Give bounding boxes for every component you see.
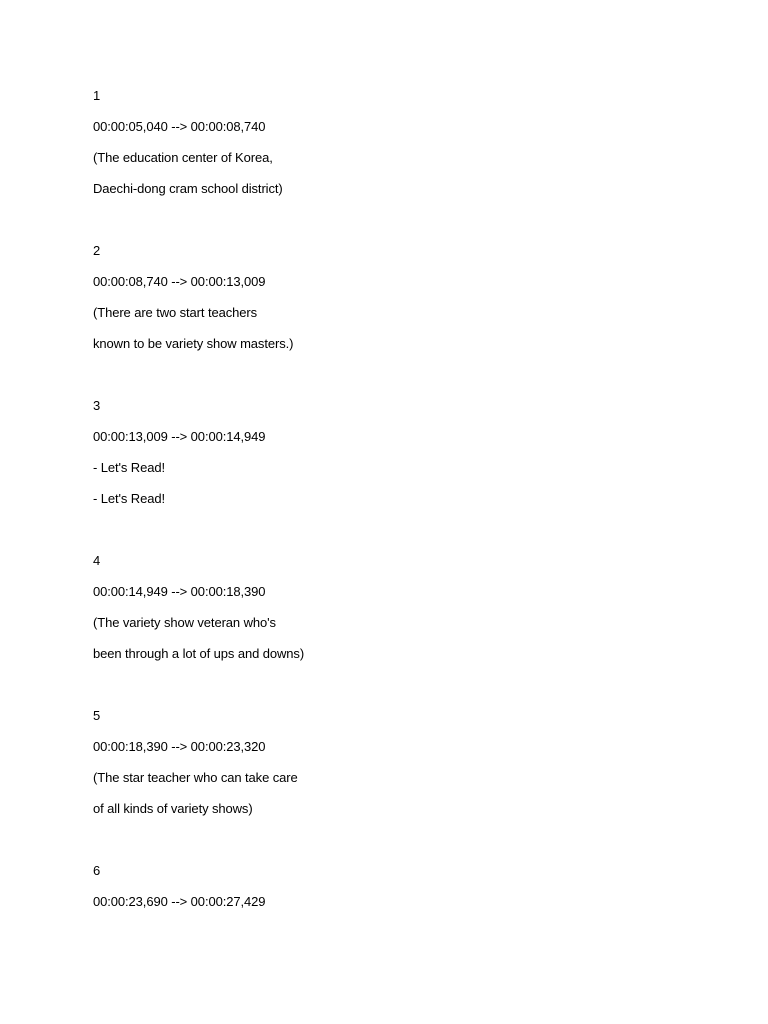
cue-timecode: 00:00:05,040 --> 00:00:08,740	[93, 119, 266, 134]
cue-text-line: - Let's Read!	[93, 491, 165, 506]
cue-text-line: (There are two start teachers	[93, 305, 257, 320]
cue-index: 2	[93, 243, 101, 258]
cue-index: 3	[93, 398, 101, 413]
cue-index: 5	[93, 708, 101, 723]
cue-index: 4	[93, 553, 101, 568]
cue-text-line: (The variety show veteran who's	[93, 615, 276, 630]
subtitle-document-body	[93, 86, 713, 1016]
cue-text-line: been through a lot of ups and downs)	[93, 646, 305, 661]
cue-text-line: (The star teacher who can take care	[93, 770, 298, 785]
cue-timecode: 00:00:13,009 --> 00:00:14,949	[93, 429, 266, 444]
cue-timecode: 00:00:14,949 --> 00:00:18,390	[93, 584, 266, 599]
cue-index: 6	[93, 863, 101, 878]
subtitle-cue	[93, 706, 713, 861]
subtitle-cue	[93, 241, 713, 396]
subtitle-cue	[93, 551, 713, 706]
cue-timecode: 00:00:08,740 --> 00:00:13,009	[93, 274, 266, 289]
cue-text-line: (The education center of Korea,	[93, 150, 273, 165]
cue-text-line: known to be variety show masters.)	[93, 336, 294, 351]
cue-index: 1	[93, 88, 101, 103]
subtitle-cue	[93, 861, 713, 1016]
cue-text-line: of all kinds of variety shows)	[93, 801, 253, 816]
cue-timecode: 00:00:23,690 --> 00:00:27,429	[93, 894, 266, 909]
cue-text-line: Daechi-dong cram school district)	[93, 181, 283, 196]
cue-text-line: - Let's Read!	[93, 460, 165, 475]
cue-timecode: 00:00:18,390 --> 00:00:23,320	[93, 739, 266, 754]
subtitle-cue	[93, 86, 713, 241]
subtitle-cue	[93, 396, 713, 551]
